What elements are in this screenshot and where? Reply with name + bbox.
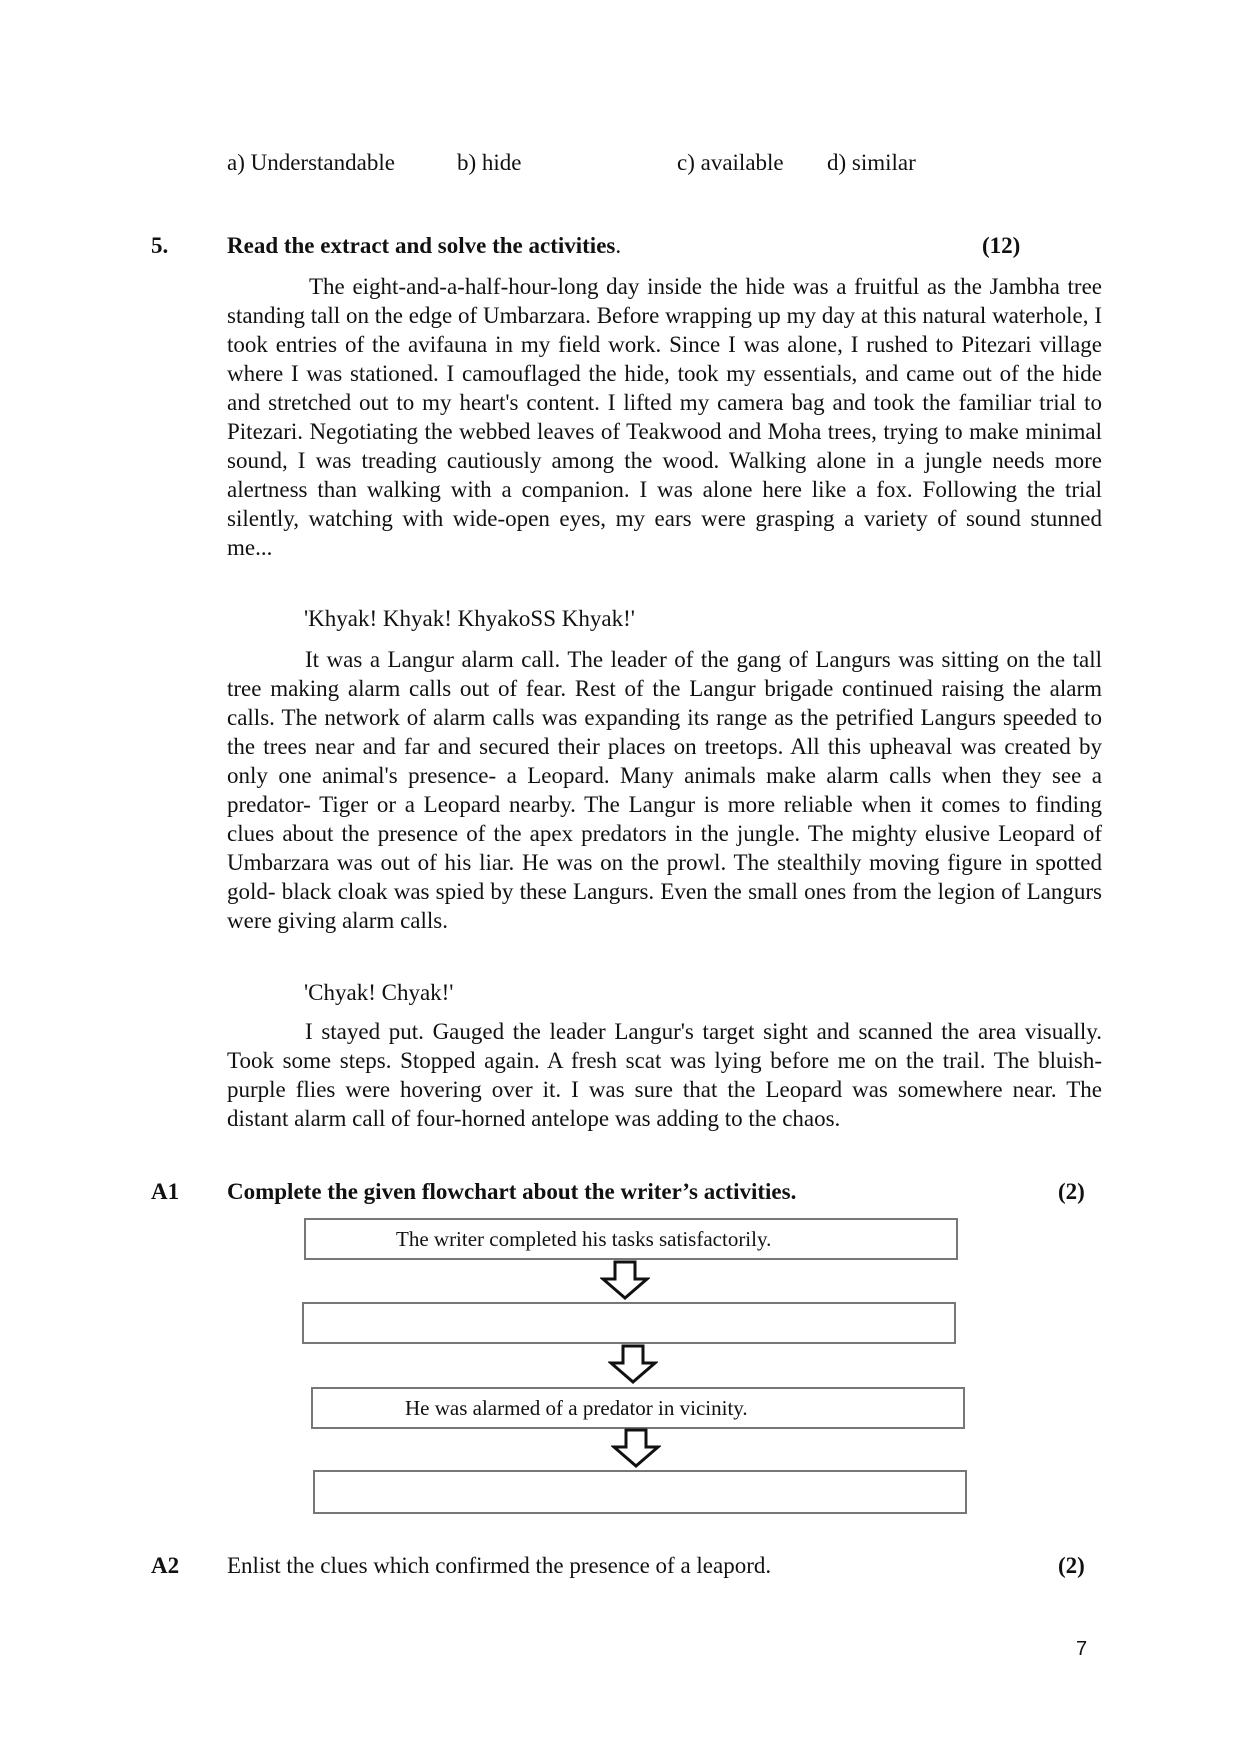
flowchart-box-3-text: He was alarmed of a predator in vicinity. <box>405 1395 748 1420</box>
flowchart-box-4-blank[interactable] <box>313 1470 967 1514</box>
flowchart-box-2-blank[interactable] <box>302 1302 956 1344</box>
flowchart-box-1 <box>304 1218 958 1260</box>
passage-paragraph-2: It was a Langur alarm call. The leader of the gang of Langurs was sitting on the tall tree making alarm calls out of fear. Rest of the Langur brigade continued raising the alarm calls. The network of alarm calls was expanding its range as the petrified Langurs speeded to the trees near and far and secured their places on treetops. All this upheaval was created by only one animal's presence- a Leopard. Many animals make alarm calls when they see a predator- Tiger or a Leopard nearby. The Langur is more reliable when it comes to finding clues about the presence of the apex predators in the jungle. The mighty elusive Leopard of Umbarzara was out of his liar. He was on the prowl. The stealthily moving figure in spotted gold- black cloak was spied by these Langurs. Even the small ones from the legion of Langurs were giving alarm calls. <box>227 647 1102 933</box>
question-marks: (12) <box>982 233 1021 258</box>
a1-title: Complete the given flowchart about the writer’s activities. <box>227 1179 797 1204</box>
flowchart-box-3 <box>311 1387 965 1429</box>
question-title <box>227 233 621 259</box>
passage-paragraph-1: The eight-and-a-half-hour-long day inside the hide was a fruitful as the Jambha tree standing tall on the edge of Umbarzara. Before wrapping up my day at this natural waterhole, I took entries of the avifauna in my field work. Since I was alone, I rushed to Pitezari village where I was stationed. I camouflaged the hide, took my essentials, and came out of the hide and stretched out to my heart's content. I lifted my camera bag and took the familiar trial to Pitezari. Negotiating the webbed leaves of Teakwood and Moha trees, trying to make minimal sound, I was treading cautiously among the wood. Walking alone in a jungle needs more alertness than walking with a companion. I was alone here like a fox. Following the trial silently, watching with wide-open eyes, my ears were grasping a variety of sound stunned me... <box>227 274 1102 560</box>
down-arrow-icon <box>611 1428 661 1468</box>
question-title-text: Read the extract and solve the activities <box>227 233 616 258</box>
page-number: 7 <box>1076 1638 1088 1660</box>
question-title-period: . <box>615 233 622 258</box>
a2-marks: (2) <box>1058 1553 1085 1578</box>
down-arrow-icon <box>600 1260 650 1300</box>
a2-text: Enlist the clues which confirmed the presence of a leapord. <box>227 1553 772 1578</box>
option-d: d) similar <box>827 150 916 175</box>
a1-marks: (2) <box>1058 1179 1085 1204</box>
question-number: 5. <box>151 233 169 258</box>
down-arrow-icon <box>608 1344 658 1384</box>
langur-call-1: 'Khyak! Khyak! KhyakoSS Khyak!' <box>304 606 635 631</box>
langur-call-2: 'Chyak! Chyak!' <box>304 980 454 1005</box>
passage-paragraph-3: I stayed put. Gauged the leader Langur's target sight and scanned the area visually. Took some steps. Stopped again. A fresh scat was lying before me on the trail. The bluish-purple flies were hovering over it. I was sure that the Leopard was somewhere near. The distant alarm call of four-horned antelope was adding to the chaos. <box>227 1019 1102 1131</box>
a1-number: A1 <box>151 1179 180 1204</box>
a2-number: A2 <box>151 1553 180 1578</box>
option-a: a) Understandable <box>227 150 395 175</box>
option-b: b) hide <box>457 150 522 175</box>
flowchart-box-1-text: The writer completed his tasks satisfactorily. <box>396 1226 772 1251</box>
option-c: c) available <box>677 150 784 175</box>
